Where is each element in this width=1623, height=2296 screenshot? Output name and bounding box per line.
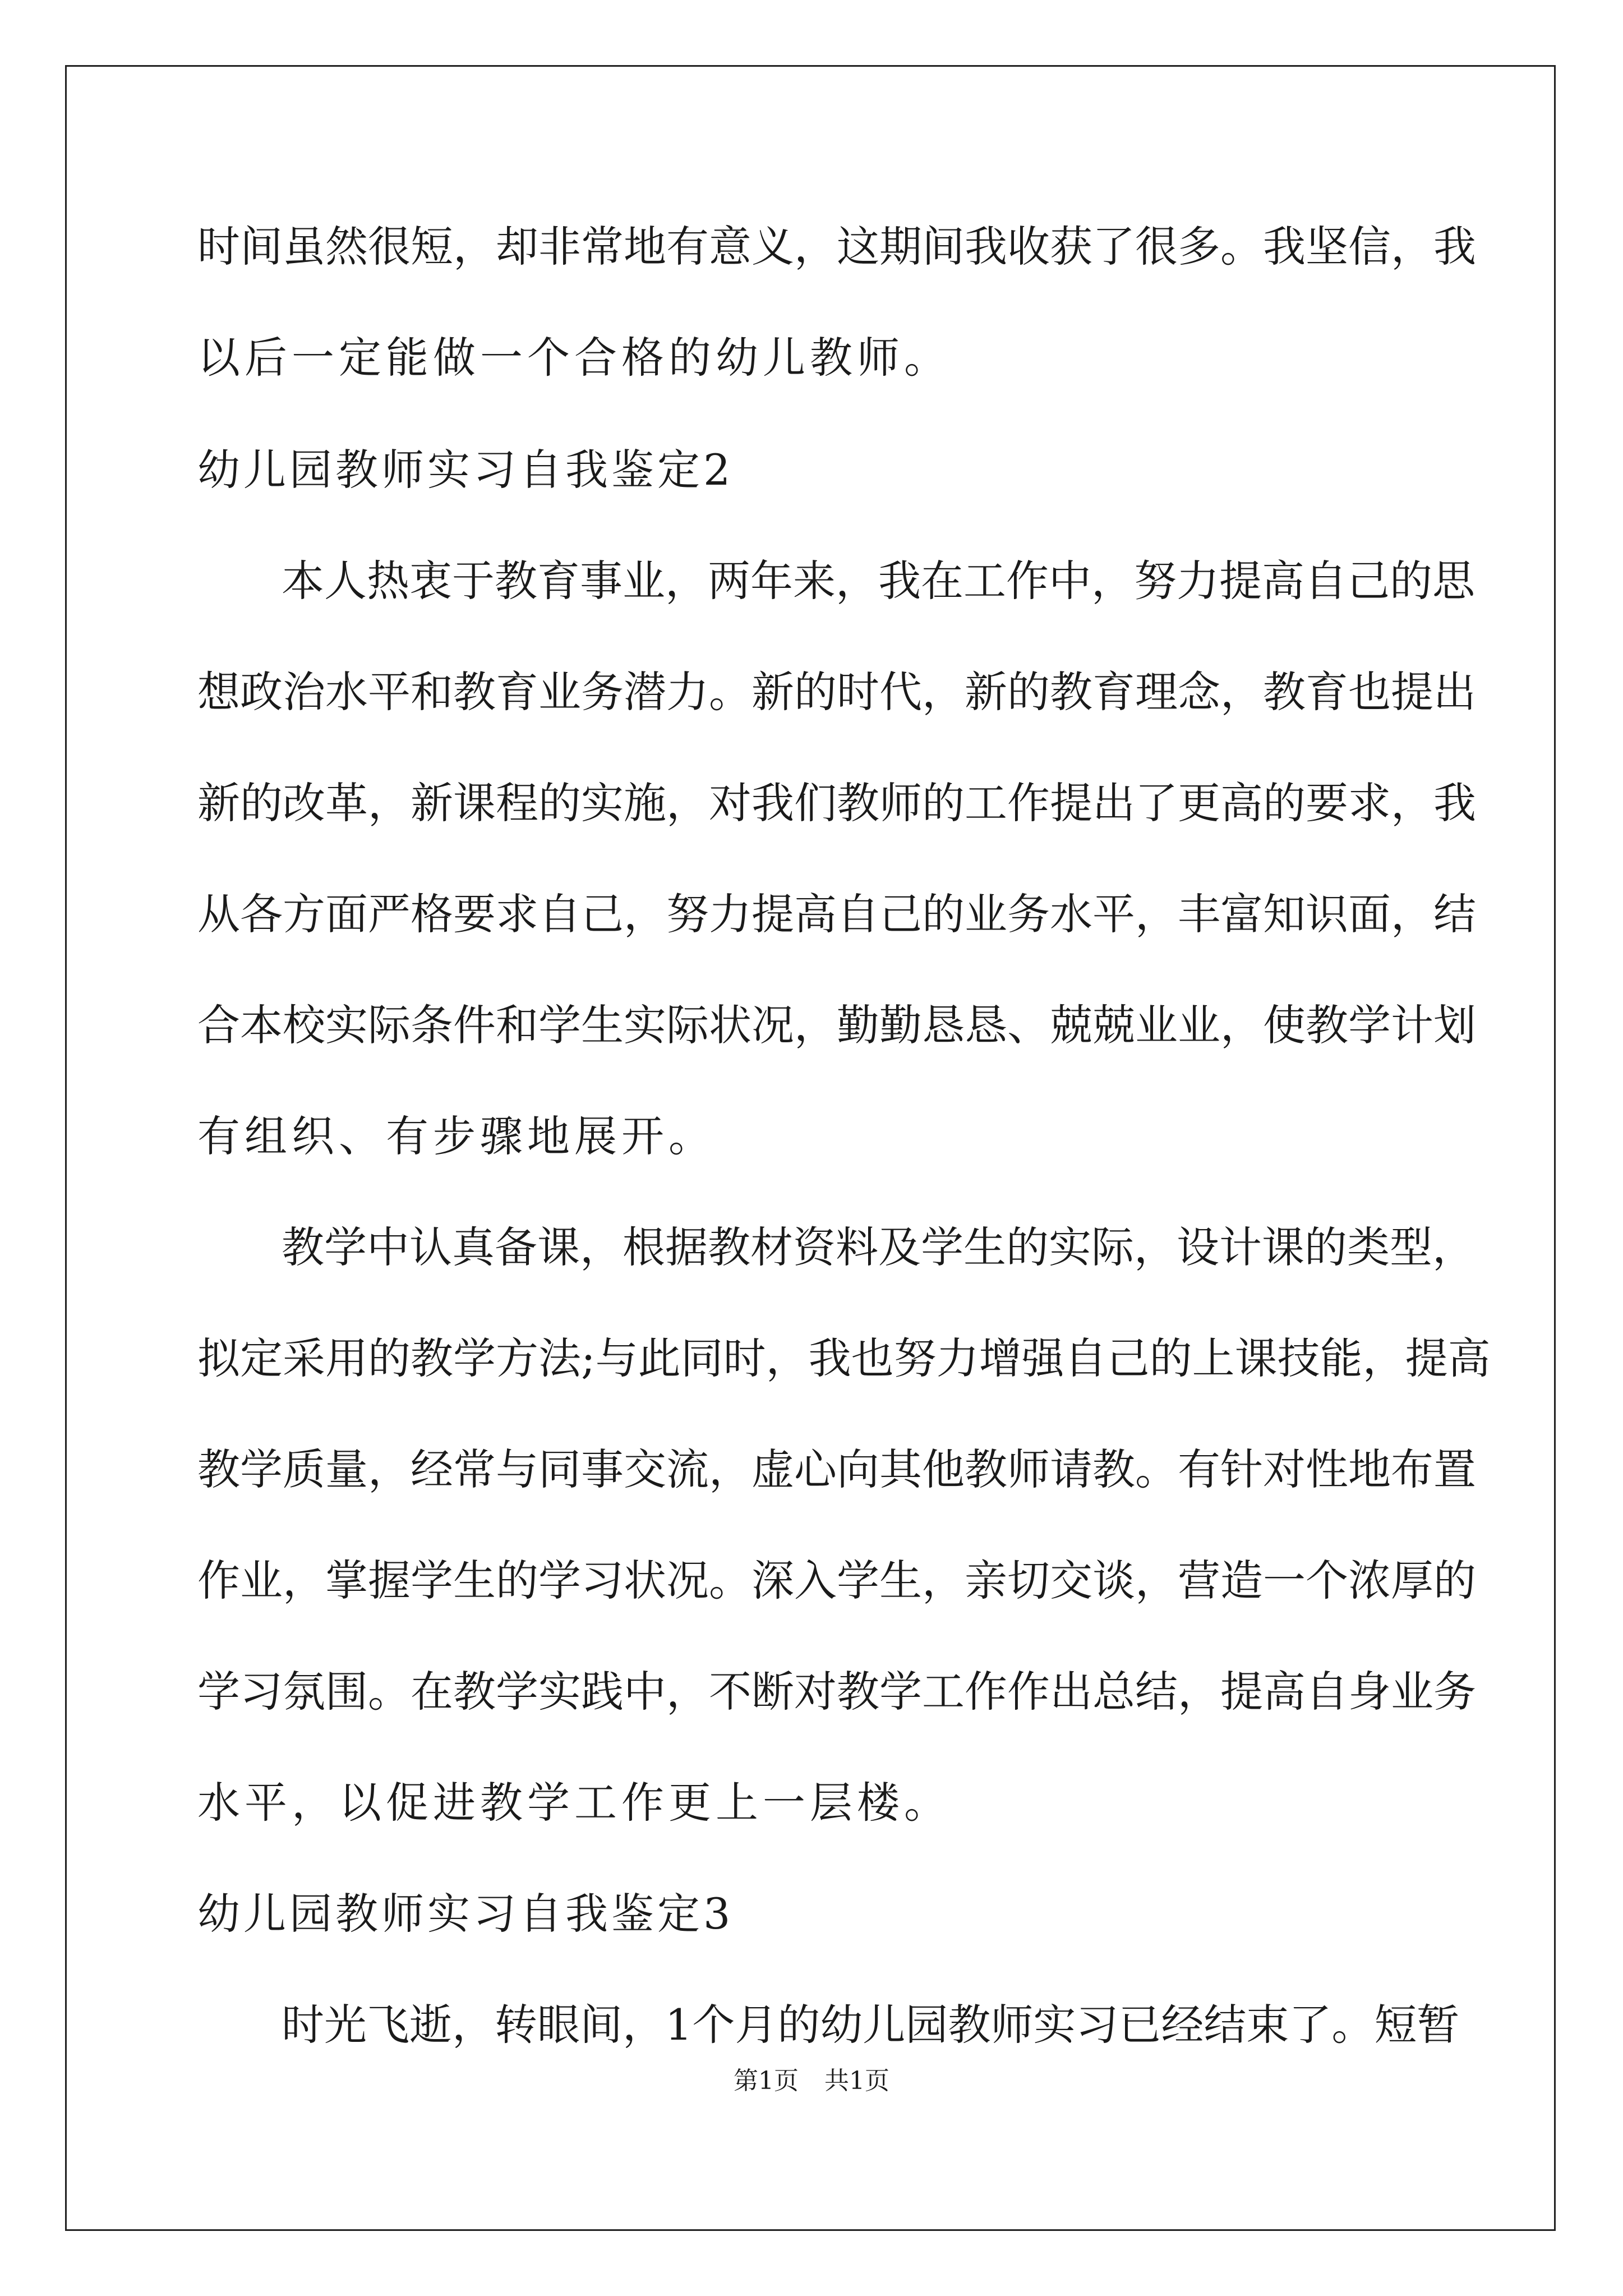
paragraph-line: 作业，掌握学生的学习状况。深入学生，亲切交谈，营造一个浓厚的 — [197, 1556, 1476, 1605]
paragraph-line: 本人热衷于教育事业，两年来，我在工作中，努力提高自己的思 — [282, 556, 1475, 606]
paragraph-line: 教学中认真备课，根据教材资料及学生的实际，设计课的类型， — [282, 1222, 1475, 1272]
paragraph-line: 时光飞逝，转眼间，1个月的幼儿园教师实习已经结束了。短暂 — [282, 2000, 1460, 2050]
paragraph-line: 新的改革，新课程的实施，对我们教师的工作提出了更高的要求，我 — [197, 778, 1476, 828]
section-heading: 幼儿园教师实习自我鉴定2 — [197, 445, 734, 495]
page-footer — [0, 2064, 1623, 2098]
paragraph-line: 教学质量，经常与同事交流，虚心向其他教师请教。有针对性地布置 — [197, 1444, 1476, 1494]
paragraph-line: 拟定采用的教学方法;与此同时，我也努力增强自己的上课技能，提高 — [197, 1333, 1491, 1383]
paragraph-line: 时间虽然很短，却非常地有意义，这期间我收获了很多。我坚信，我 — [197, 222, 1476, 272]
paragraph-line: 想政治水平和教育业务潜力。新的时代，新的教育理念，教育也提出 — [197, 667, 1476, 717]
page-number-total: 共1页 — [824, 2067, 889, 2095]
paragraph-line: 水平，以促进教学工作更上一层楼。 — [197, 1778, 951, 1828]
paragraph-line: 从各方面严格要求自己，努力提高自己的业务水平，丰富知识面，结 — [197, 889, 1476, 939]
paragraph-line: 以后一定能做一个合格的幼儿教师。 — [197, 333, 951, 383]
paragraph-line: 有组织、有步骤地展开。 — [197, 1111, 716, 1161]
paragraph-line: 合本校实际条件和学生实际状况，勤勤恳恳、兢兢业业，使教学计划 — [197, 1000, 1476, 1050]
paragraph-line: 学习氛围。在教学实践中，不断对教学工作作出总结，提高自身业务 — [197, 1667, 1476, 1717]
page-number-current: 第1页 — [734, 2067, 799, 2095]
section-heading: 幼儿园教师实习自我鉴定3 — [197, 1889, 734, 1939]
